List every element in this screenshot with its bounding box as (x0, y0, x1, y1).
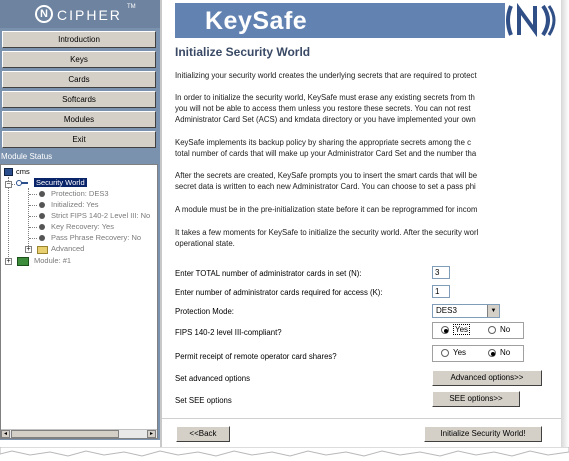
bullet-icon (39, 213, 45, 219)
tree-security-world[interactable] (34, 178, 87, 188)
remote-shares-radio-group (432, 345, 524, 362)
tree-item-passphrase-recovery[interactable]: Pass Phrase Recovery: No (51, 233, 142, 242)
backup-paragraph-line: KeySafe implements its backup policy by sharing the appropriate secrets among the c (175, 138, 472, 147)
fips-yes-radio[interactable] (441, 326, 449, 334)
content-panel (162, 0, 561, 447)
remote-shares-label: Permit receipt of remote operator card shares? (175, 352, 337, 361)
tree-item-module[interactable]: Module: #1 (34, 256, 72, 265)
torn-edge (0, 447, 569, 461)
fips-radio-group (432, 322, 524, 339)
nav-button-keys[interactable]: Keys (2, 51, 156, 68)
bullet-icon (39, 224, 45, 230)
total-cards-label: Enter TOTAL number of administrator cards in set (N): (175, 269, 362, 278)
protection-mode-select[interactable] (432, 304, 500, 318)
tree-root-cms[interactable]: cms (16, 167, 30, 176)
protection-mode-label: Protection Mode: (175, 307, 234, 316)
nav-button-exit[interactable]: Exit (2, 131, 156, 148)
tree-item-initialized[interactable]: Initialized: Yes (51, 200, 99, 209)
folder-icon (37, 246, 48, 254)
bullet-icon (39, 202, 45, 208)
ncipher-logo (0, 0, 160, 28)
module-status-label: Module Status (1, 152, 53, 161)
tree-item-protection[interactable]: Protection: DES3 (51, 189, 109, 198)
preinit-paragraph: A module must be in the pre-initialization state before it can be reprogrammed for incom (175, 205, 478, 214)
nav-button-softcards[interactable]: Softcards (2, 91, 156, 108)
tree-item-advanced[interactable]: Advanced (51, 244, 85, 253)
cards-paragraph-line: secret data is written to each new Administrator Card. You can choose to set a pass phi (175, 182, 476, 191)
window-shadow (561, 0, 569, 450)
tree-horizontal-scrollbar[interactable] (1, 429, 157, 438)
tree-expand-toggle[interactable]: + (26, 246, 31, 253)
remote-yes-radio[interactable] (441, 349, 449, 357)
fips-no-label: No (500, 325, 511, 334)
backup-paragraph-line: total number of cards that will make up your Administrator Card Set and the number tha (175, 149, 477, 158)
protection-mode-value: DES3 (436, 306, 457, 315)
security-world-label: Security World (36, 178, 85, 187)
tree-item-strict-fips[interactable]: Strict FIPS 140-2 Level III: No (51, 211, 151, 220)
chevron-down-icon[interactable]: ▼ (487, 305, 499, 317)
tree-expand-toggle[interactable]: + (6, 258, 11, 265)
remote-no-label: No (500, 348, 511, 357)
page-title: Initialize Security World (175, 45, 311, 59)
bullet-icon (39, 235, 45, 241)
ncipher-mark-icon (505, 3, 561, 38)
nav-button-introduction[interactable]: Introduction (2, 31, 156, 48)
logo-trademark: TM (127, 4, 136, 10)
computer-icon (4, 168, 13, 176)
bullet-icon (39, 191, 45, 197)
tree-item-key-recovery[interactable]: Key Recovery: Yes (51, 222, 114, 231)
scroll-right-icon[interactable]: ▸ (147, 430, 156, 438)
module-icon (17, 257, 29, 266)
remote-no-radio[interactable] (488, 349, 496, 357)
timing-paragraph-line: It takes a few moments for KeySafe to initialize the security world. After the security worl (175, 228, 479, 237)
required-cards-label: Enter number of administrator cards required for access (K): (175, 288, 383, 297)
tree-collapse-toggle[interactable]: − (6, 181, 11, 188)
left-panel (0, 0, 160, 440)
key-icon (16, 179, 28, 187)
fips-label: FIPS 140-2 level III-compliant? (175, 328, 282, 337)
scroll-left-icon[interactable]: ◂ (1, 430, 10, 438)
erase-paragraph-line: In order to initialize the security world, KeySafe must erase any existing secrets from th (175, 93, 475, 102)
fips-yes-label: Yes (455, 325, 469, 334)
initialize-button[interactable]: Initialize Security World! (424, 426, 542, 442)
footer-bar (162, 418, 561, 447)
banner-title: KeySafe (205, 7, 308, 35)
nav-button-modules[interactable]: Modules (2, 111, 156, 128)
total-cards-input[interactable]: 3 (432, 266, 450, 279)
keysafe-banner (175, 3, 561, 38)
advanced-options-label: Set advanced options (175, 374, 250, 383)
remote-yes-label: Yes (453, 348, 467, 357)
erase-paragraph-line: you will not be able to access them unless you restore these secrets. You can not rest (175, 104, 471, 113)
cards-paragraph-line: After the secrets are created, KeySafe prompts you to insert the smart cards that will be (175, 171, 478, 180)
logo-text: CIPHER (57, 7, 122, 23)
erase-paragraph-line: Administrator Card Set (ACS) and kmdata directory or you have implemented your own (175, 115, 476, 124)
back-button[interactable]: <<Back (176, 426, 230, 442)
module-status-tree[interactable] (0, 164, 158, 439)
timing-paragraph-line: operational state. (175, 239, 235, 248)
see-options-button[interactable]: SEE options>> (432, 391, 520, 407)
logo-n-icon: N (35, 5, 53, 23)
see-options-label: Set SEE options (175, 396, 232, 405)
scroll-thumb[interactable] (11, 430, 119, 438)
nav-button-cards[interactable]: Cards (2, 71, 156, 88)
intro-paragraph: Initializing your security world creates the underlying secrets that are required to protect (175, 71, 477, 80)
advanced-options-button[interactable]: Advanced options>> (432, 370, 542, 386)
required-cards-input[interactable]: 1 (432, 285, 450, 298)
fips-no-radio[interactable] (488, 326, 496, 334)
